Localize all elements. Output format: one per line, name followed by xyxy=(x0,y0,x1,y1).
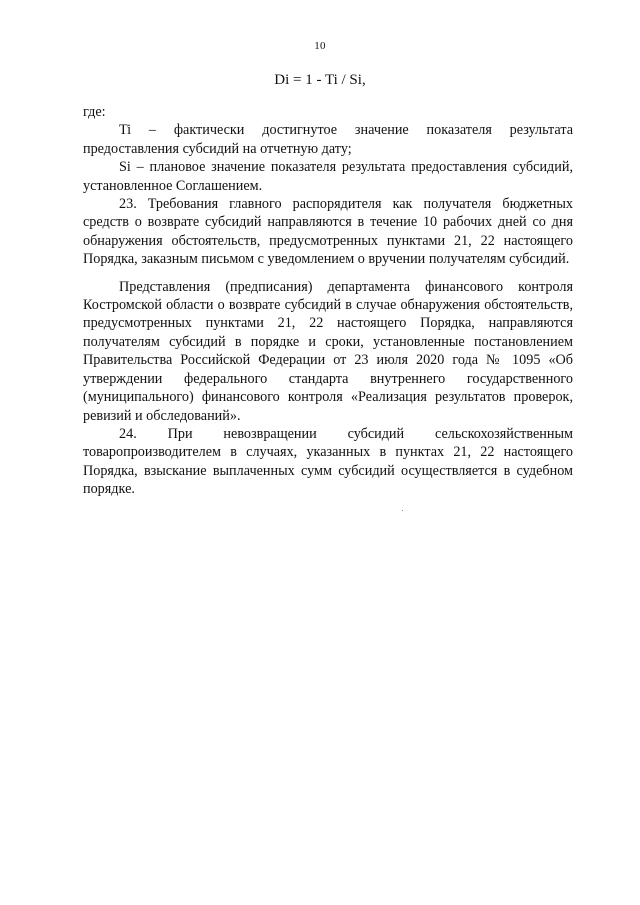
document-body xyxy=(83,103,573,499)
where-label: где: xyxy=(83,104,106,120)
scan-dot xyxy=(402,510,403,511)
page-number: 10 xyxy=(314,40,326,52)
ti-definition: Ti – фактически достигнутое значение показателя результата предоставления субсидий на отчетную дату; xyxy=(83,122,573,157)
clause-23: 23. Требования главного распорядителя как получателя бюджетных средств о возврате субсидий направляются в течение 10 рабочих дней со дня обнаружения обстоятельств, предусмотренных пунктами 21, 22 настоящего Порядка, заказным письмом с уведомлением о вручении получателям субсидий. xyxy=(83,196,573,268)
representations-paragraph: Представления (предписания) департамента финансового контроля Костромской области о возврате субсидий в случае обнаружения обстоятельств, предусмотренных пунктами 21, 22 настоящего Порядка, направляются получателям субсидий в порядке и сроки, установленные постановлением Правительства Российской Федерации от 23 июля 2020 года № 1095 «Об утверждении федерального стандарта внутреннего государственного (муниципального) финансового контроля «Реализация результатов проверок, ревизий и обследований». xyxy=(83,278,573,424)
si-definition: Si – плановое значение показателя результата предоставления субсидий, установленное Соглашением. xyxy=(83,159,573,194)
clause-24: 24. При невозвращении субсидий сельскохозяйственным товаропроизводителем в случаях, указанных в пунктах 21, 22 настоящего Порядка, взыскание выплаченных сумм субсидий осуществляется в судебном порядке. xyxy=(83,425,573,498)
formula: Di = 1 - Ti / Si, xyxy=(274,72,366,88)
